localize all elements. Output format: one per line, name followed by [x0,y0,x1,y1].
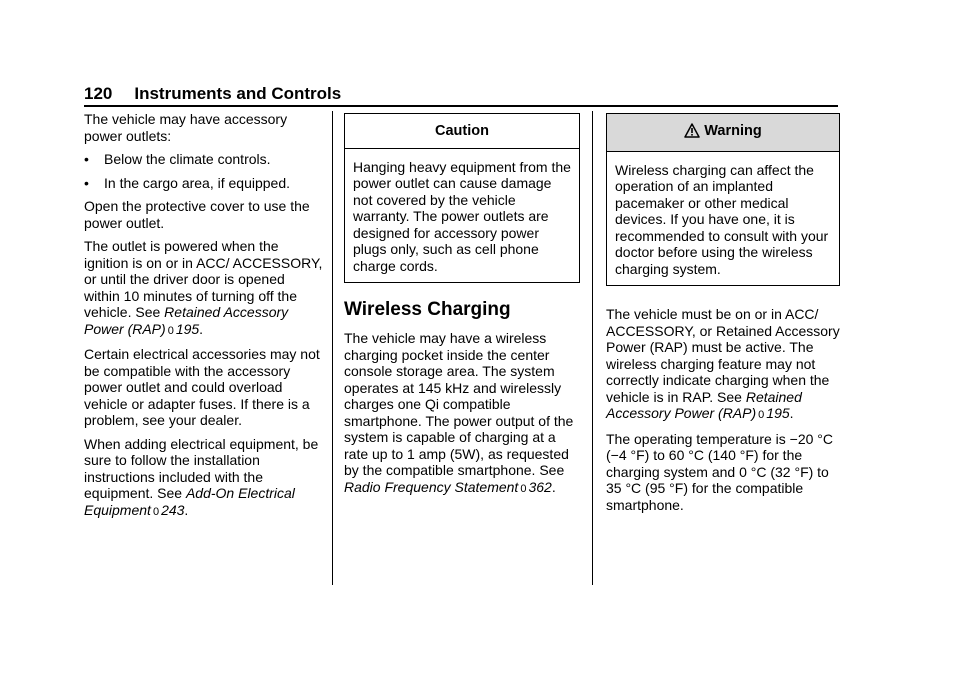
column-2 [344,111,580,504]
header-rule [84,105,838,107]
page-header [84,84,341,104]
warning-title: Warning [704,123,762,139]
caution-box [344,113,580,283]
page-ref-number[interactable]: 195 [175,320,200,337]
column-divider-2 [592,111,593,585]
cross-reference-link[interactable]: Add-On Electrical Equipment [84,485,295,518]
page-number: 120 [84,84,113,103]
page-ref-arrow: 0 [167,324,174,337]
paragraph: Certain electrical accessories may not be compatible with the accessory power outlet and could overload vehicle or adapter fuses. If there is a problem, see your dealer. [84,346,320,428]
page-ref-number[interactable]: 243 [161,501,185,518]
page-ref-number[interactable]: 362 [528,478,552,495]
paragraph: Open the protective cover to use the power outlet. [84,198,310,231]
page-ref-arrow: 0 [152,505,160,518]
paragraph: The vehicle may have a wireless charging pocket inside the center console storage area. The system operates at 145 kHz and wirelessly charges one Qi compatible smartphone. The power output of the system is capable of charging at a rate up to 1 amp (5W), as requested by the compatible smartphone. See Radio Frequency Statement 0 362. [344,330,574,495]
paragraph: The outlet is powered when the ignition is on or in ACC/ ACCESSORY, or until the driver door is opened within 10 minutes of turning off the vehicle. See Retained Accessory Power (RAP) 0 195. [84,238,323,337]
bullet-text: Below the climate controls. [104,151,271,167]
paragraph: The operating temperature is −20 °C (−4 °F) to 60 °C (140 °F) for the charging system and 0 °C (32 °F) to 35 °C (95 °F) for the compatible smartphone. [606,430,834,513]
warning-box [606,113,840,286]
bullet-mark: • [84,151,89,167]
warning-body: Wireless charging can affect the operation of an implanted pacemaker or other medical devices. If you have one, it is recommended to consult with your doctor before using the wireless charging system. [615,161,829,277]
page-ref-arrow: 0 [758,409,765,421]
caution-title: Caution [345,114,579,149]
page-ref-arrow: 0 [520,482,527,495]
section-heading: Wireless Charging [344,299,511,320]
warning-title-bar [607,114,839,152]
paragraph: The vehicle must be on or in ACC/ ACCESSORY, or Retained Accessory Power (RAP) must be active. The wireless charging feature may not correctly indicate charging when the vehicle is in RAP. See Retained Accessory Power (RAP) 0 195. [606,306,840,421]
warning-triangle-icon [684,123,700,143]
column-3 [606,111,840,520]
cross-reference-link[interactable]: Retained Accessory Power (RAP) [606,388,802,421]
column-1 [84,111,324,527]
cross-reference-link[interactable]: Retained Accessory Power (RAP) [84,304,289,337]
paragraph: When adding electrical equipment, be sure to follow the installation instructions included with the equipment. See Add-On Electrical Equipment 0 243. [84,435,319,518]
bullet-item [84,175,324,192]
column-divider-1 [332,111,333,585]
bullet-mark: • [84,174,89,191]
cross-reference-link[interactable]: Radio Frequency Statement [344,478,519,495]
caution-body: Hanging heavy equipment from the power outlet can cause damage not covered by the vehicle warranty. The power outlets are designed for accessory power plugs only, such as cell phone charge cords. [353,158,571,274]
bullet-text: In the cargo area, if equipped. [104,174,291,191]
intro-paragraph: The vehicle may have accessory power outlets: [84,111,288,144]
section-title: Instruments and Controls [134,84,342,103]
bullet-item [84,151,324,168]
page-ref-number[interactable]: 195 [766,405,790,421]
